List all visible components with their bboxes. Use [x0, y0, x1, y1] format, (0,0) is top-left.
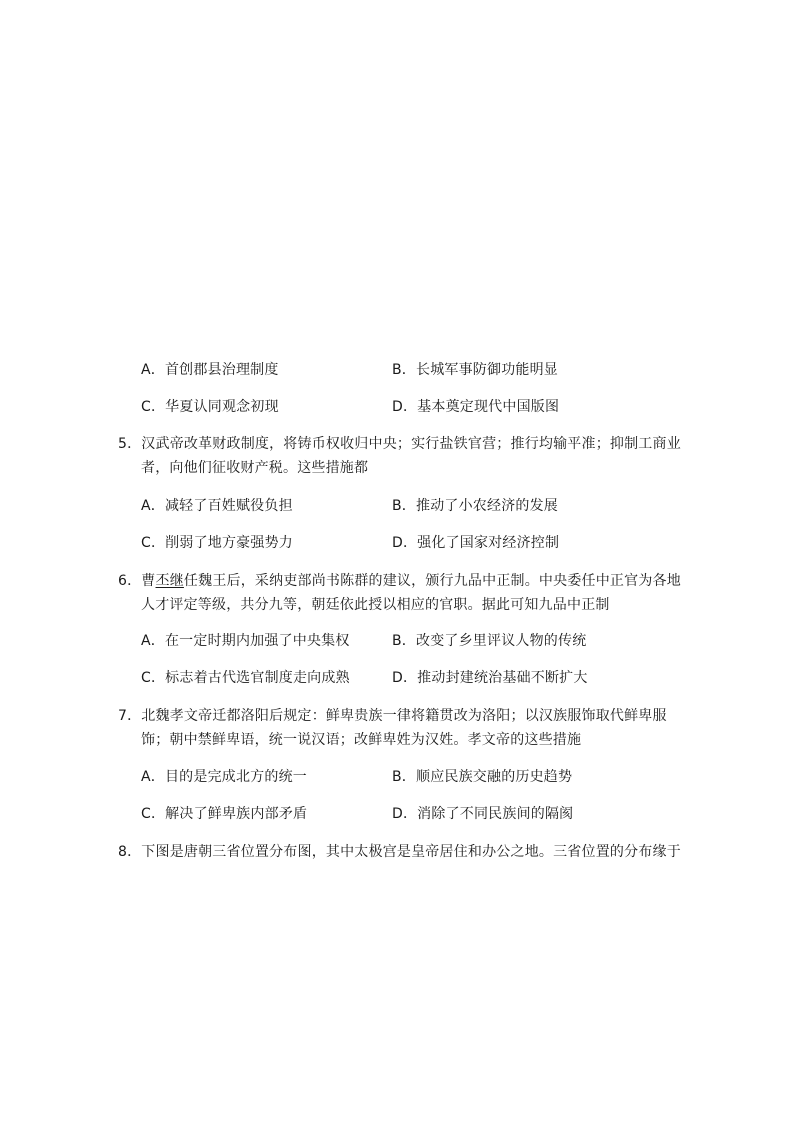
q6-option-c: C．标志着古代选官制度走向成熟: [141, 670, 350, 686]
q5-stem-line2: 者，向他们征收财产税。这些措施都: [141, 460, 369, 476]
q4-option-a: A．首创郡县治理制度: [141, 362, 279, 378]
q8-stem-line1: 8．下图是唐朝三省位置分布图，其中太极宫是皇帝居住和办公之地。三省位置的分布缘于: [118, 844, 681, 860]
q7-option-a: A．目的是完成北方的统一: [141, 769, 307, 785]
q7-stem-line1: 7．北魏孝文帝迁都洛阳后规定：鲜卑贵族一律将籍贯改为洛阳；以汉族服饰取代鲜卑服: [118, 708, 667, 724]
q6-stem-line1: [118, 572, 681, 590]
q5-option-b: B．推动了小农经济的发展: [392, 498, 559, 514]
q7-option-d: D．消除了不同民族间的隔阂: [392, 806, 574, 822]
q5-option-d: D．强化了国家对经济控制: [392, 535, 560, 551]
q6-option-a: A．在一定时期内加强了中央集权: [141, 633, 350, 649]
q7-stem-line2: 饰；朝中禁鲜卑语，统一说汉语；改鲜卑姓为汉姓。孝文帝的这些措施: [141, 732, 582, 748]
q6-underlined-name: 丕继: [155, 573, 184, 589]
q6-stem-rest: 任魏王后，采纳吏部尚书陈群的建议，颁行九品中正制。中央委任中正官为各地: [183, 573, 681, 589]
q6-stem-prefix: 6．曹: [118, 573, 156, 589]
q7-option-c: C．解决了鲜卑族内部矛盾: [141, 806, 308, 822]
q6-option-b: B．改变了乡里评议人物的传统: [392, 633, 587, 649]
q5-option-c: C．削弱了地方豪强势力: [141, 535, 293, 551]
q4-option-c: C．华夏认同观念初现: [141, 399, 279, 415]
q5-stem-line1: 5．汉武帝改革财政制度，将铸币权收归中央；实行盐铁官营；推行均输平准；抑制工商业: [118, 436, 681, 452]
q6-stem-line2: 人才评定等级，共分九等，朝廷依此授以相应的官职。据此可知九品中正制: [141, 597, 610, 613]
q6-option-d: D．推动封建统治基础不断扩大: [392, 670, 588, 686]
q4-option-d: D．基本奠定现代中国版图: [392, 399, 560, 415]
q4-option-b: B．长城军事防御功能明显: [392, 362, 559, 378]
q5-option-a: A．减轻了百姓赋役负担: [141, 498, 293, 514]
q7-option-b: B．顺应民族交融的历史趋势: [392, 769, 573, 785]
